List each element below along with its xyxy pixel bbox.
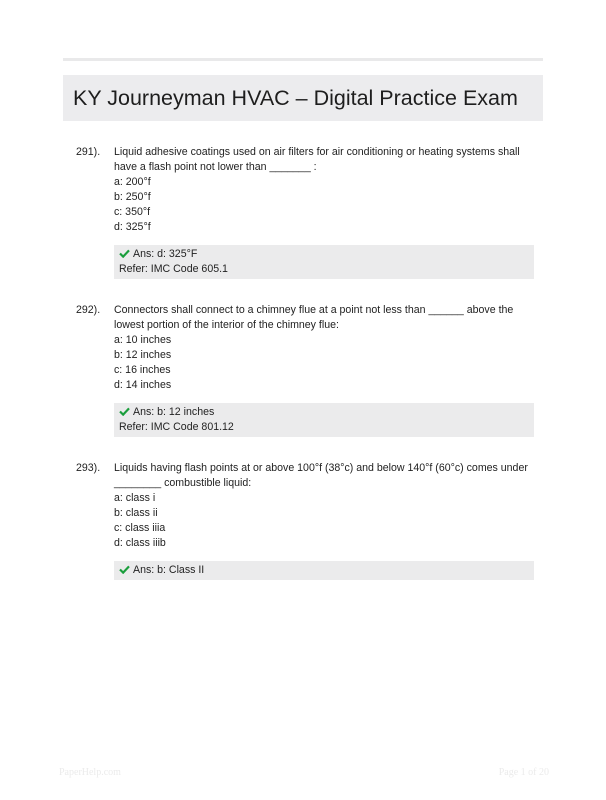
checkmark-icon xyxy=(119,407,130,416)
question-text: Connectors shall connect to a chimney flue at a point not less than ______ above the lowest portion of the interior of the chimney flue: xyxy=(114,304,514,331)
answer-line xyxy=(119,405,534,420)
option-b: b: 12 inches xyxy=(114,349,172,361)
option-d: d: 14 inches xyxy=(114,379,172,391)
question-text: Liquid adhesive coatings used on air filters for air conditioning or heating systems shall have a flash point not lower than _______ : xyxy=(114,146,520,173)
checkmark-icon xyxy=(119,565,130,574)
question-text-block xyxy=(114,303,534,393)
page-title: KY Journeyman HVAC – Digital Practice Exam xyxy=(73,86,518,110)
answer-box xyxy=(114,403,534,437)
question-292 xyxy=(63,303,543,437)
answer-box xyxy=(114,561,534,580)
top-divider xyxy=(63,58,543,61)
question-293 xyxy=(63,461,543,580)
option-b: b: 250°f xyxy=(114,191,151,203)
answer-box xyxy=(114,245,534,279)
option-a: a: 200°f xyxy=(114,176,151,188)
answer-text: Ans: b: Class II xyxy=(133,564,205,576)
option-c: c: class iiia xyxy=(114,522,166,534)
option-a: a: 10 inches xyxy=(114,334,172,346)
option-d: d: class iiib xyxy=(114,537,166,549)
answer-text: Ans: d: 325°F xyxy=(133,248,198,260)
answer-line xyxy=(119,247,534,262)
footer-site-name: PaperHelp.com xyxy=(59,767,121,778)
reference-text: Refer: IMC Code 801.12 xyxy=(119,421,234,433)
question-number: 293). xyxy=(76,462,101,474)
option-b: b: class ii xyxy=(114,507,158,519)
question-number: 292). xyxy=(76,304,101,316)
checkmark-icon xyxy=(119,249,130,258)
reference-text: Refer: IMC Code 605.1 xyxy=(119,263,228,275)
question-text-block xyxy=(114,461,534,551)
option-c: c: 350°f xyxy=(114,206,151,218)
answer-text: Ans: b: 12 inches xyxy=(133,406,215,418)
question-number: 291). xyxy=(76,146,101,158)
answer-line xyxy=(119,563,534,578)
question-text-block xyxy=(114,145,534,235)
option-a: a: class i xyxy=(114,492,156,504)
question-text: Liquids having flash points at or above 100°f (38°c) and below 140°f (60°c) comes under ________ combustible liquid: xyxy=(114,462,528,489)
option-c: c: 16 inches xyxy=(114,364,171,376)
page-number: Page 1 of 20 xyxy=(498,767,549,778)
option-d: d: 325°f xyxy=(114,221,151,233)
question-291 xyxy=(63,145,543,279)
title-band xyxy=(63,75,543,121)
